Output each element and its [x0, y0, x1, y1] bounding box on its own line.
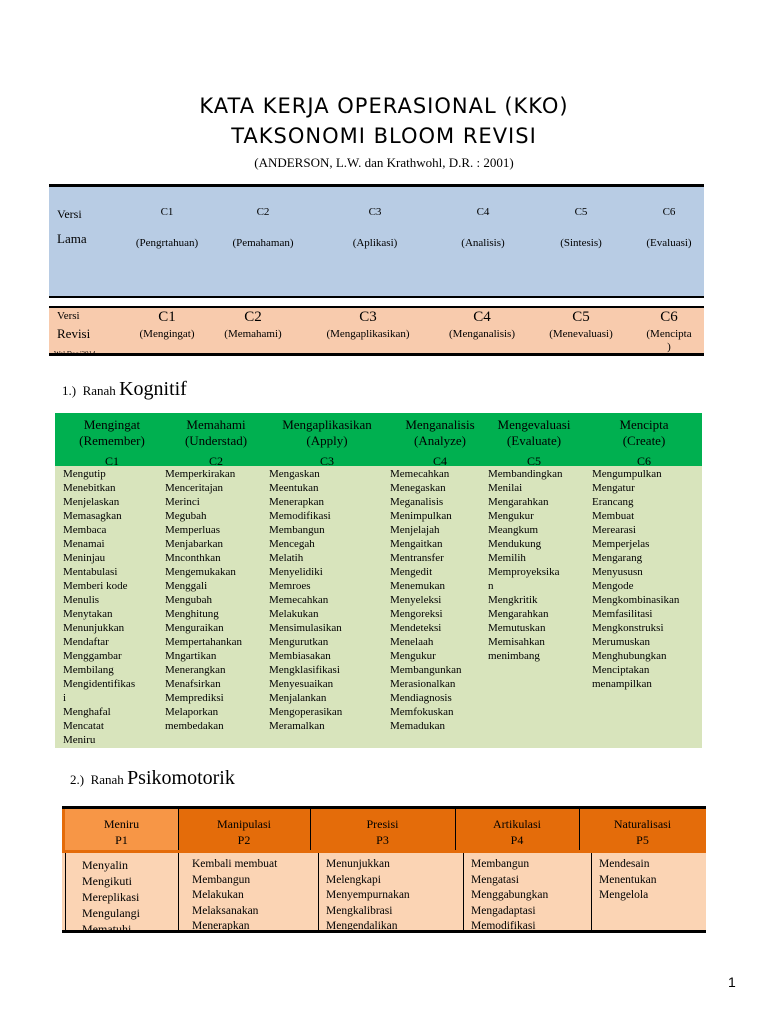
list-item: Mendukung	[488, 538, 542, 550]
list-item: Mencegah	[269, 538, 315, 550]
table-separator-rule	[49, 296, 704, 308]
column-divider	[591, 853, 592, 930]
section-title: Kognitif	[119, 378, 187, 400]
lama-name-c5: (Sintesis)	[560, 237, 602, 249]
list-item: Mendeteksi	[390, 622, 442, 634]
header-code: P4	[510, 833, 524, 847]
list-item: Menyelidiki	[269, 566, 323, 578]
lama-name-c3: (Aplikasi)	[352, 237, 398, 249]
header-code: P2	[237, 833, 251, 847]
column-divider	[579, 809, 580, 850]
psikomotorik-column-p1	[82, 857, 140, 937]
lama-name-c4: (Analisis)	[461, 237, 505, 249]
revisi-code-c4: C4	[473, 309, 491, 325]
list-item: Menghubungkan	[592, 650, 667, 662]
list-item: Mencatat	[63, 720, 104, 732]
list-item: Menggambar	[63, 650, 122, 662]
list-item: Mengkalibrasi	[326, 904, 393, 917]
revisi-code-c1: C1	[158, 309, 176, 325]
list-item: Menghafal	[63, 706, 111, 718]
column-divider	[318, 853, 319, 930]
list-item: Menciptakan	[592, 664, 650, 676]
list-item: Menilai	[488, 482, 523, 494]
column-divider	[65, 853, 66, 930]
kognitif-header-c5	[479, 417, 589, 449]
list-item: Mendesain	[599, 858, 650, 870]
kognitif-column-c1	[63, 467, 135, 747]
kognitif-header-c3	[267, 417, 387, 449]
list-item: Mengurutkan	[269, 636, 329, 648]
header-code: P5	[636, 833, 649, 847]
psikomotorik-table-header	[62, 806, 706, 853]
lama-label-lama: Lama	[57, 231, 87, 246]
list-item: Membangun	[269, 524, 325, 536]
list-item: Menunjukkan	[326, 858, 390, 870]
list-item: Membangun	[192, 873, 251, 886]
table-bottom-rule	[49, 353, 704, 356]
list-item: Mengidentifikas	[63, 678, 136, 690]
lama-code-c6: C6	[662, 206, 676, 218]
list-item: Meangkum	[488, 524, 539, 536]
list-item: Membaca	[63, 524, 107, 536]
list-item: Membilang	[63, 664, 114, 676]
kognitif-column-c4	[390, 467, 461, 733]
list-item: Memodifikasi	[269, 510, 331, 522]
list-item: Menunjukkan	[63, 622, 125, 634]
header-name: Artikulasi	[493, 817, 541, 831]
lama-code-c4: C4	[476, 206, 490, 218]
list-item: Mengumpulkan	[592, 468, 662, 480]
list-item: Melaporkan	[165, 706, 219, 718]
list-item: Membuat	[592, 510, 635, 522]
header-name: Manipulasi	[217, 817, 271, 831]
list-item: Mengedit	[390, 566, 433, 578]
list-item: Merasionalkan	[390, 678, 456, 690]
list-item: Melaksanakan	[192, 904, 259, 917]
psikomotorik-table-body	[62, 853, 706, 936]
kognitif-column-c3	[269, 467, 342, 733]
revisi-name-c3: (Mengaplikasikan)	[326, 328, 410, 340]
kognitif-table-header	[55, 413, 702, 466]
list-item: Mengaskan	[269, 468, 320, 480]
list-item: Memberi kode	[63, 580, 128, 592]
list-item: Mengaitkan	[390, 538, 443, 550]
psikomotorik-table	[62, 806, 706, 936]
list-item: Mengarahkan	[488, 496, 549, 508]
kognitif-column-c2	[165, 467, 242, 733]
list-item: Meramalkan	[269, 720, 325, 732]
list-item: Memfasilitasi	[592, 608, 653, 620]
header-code: P1	[115, 833, 128, 847]
list-item: Memperluas	[165, 524, 220, 536]
list-item: Mengukur	[488, 510, 534, 522]
list-item: Mengkombinasikan	[592, 594, 680, 606]
list-item: Mengadaptasi	[471, 904, 536, 917]
list-item: Melengkapi	[326, 873, 381, 886]
list-item: Memadukan	[390, 720, 445, 732]
kognitif-code-c2: C2	[208, 454, 223, 466]
list-item: Mengutip	[63, 468, 106, 480]
list-item: Mentransfer	[390, 552, 444, 564]
list-item: Menyempurnakan	[326, 889, 410, 901]
header-english: (Remember)	[79, 433, 145, 448]
list-item: Memecahkan	[269, 594, 329, 606]
list-item: menampilkan	[592, 678, 652, 690]
list-item: Mengelola	[599, 889, 649, 901]
list-item: Meniru	[63, 734, 96, 746]
header-name: Mengaplikasikan	[282, 417, 372, 432]
section-kognitif-heading	[62, 378, 187, 401]
list-item: Kembali membuat	[192, 858, 278, 870]
list-item: Mengkonstruksi	[592, 622, 664, 634]
lama-code-c1: C1	[160, 206, 174, 218]
kognitif-header-c1	[57, 417, 167, 449]
list-item: Megubah	[165, 510, 207, 522]
header-name: Memahami	[186, 417, 246, 432]
list-item: Memfokuskan	[390, 706, 454, 718]
list-item: i	[63, 692, 67, 704]
kognitif-column-c6	[592, 467, 679, 691]
header-english: (Evaluate)	[506, 433, 562, 448]
section-psikomotorik-heading	[70, 767, 235, 790]
header-english: (Analyze)	[414, 433, 466, 448]
page-source-citation: (ANDERSON, L.W. dan Krathwohl, D.R. : 2001)	[254, 155, 514, 170]
list-item: Memutuskan	[488, 622, 546, 634]
list-item: Meentukan	[269, 482, 319, 494]
revisi-name-c6: (Mencipta	[646, 328, 692, 340]
list-item: Mengukur	[390, 650, 436, 662]
list-item: Mendaftar	[63, 636, 109, 648]
header-english: (Understad)	[184, 433, 248, 448]
section-prefix: Ranah	[82, 383, 116, 398]
list-item: Mensimulasikan	[269, 622, 342, 634]
list-item: Mengoreksi	[390, 608, 443, 620]
psikomotorik-column-p3	[326, 857, 410, 935]
list-item: Mengatasi	[471, 873, 519, 886]
page-title-line2: TAKSONOMI BLOOM REVISI	[231, 124, 537, 148]
revisi-name-c6-tail: )	[667, 341, 671, 353]
revisi-name-c1: (Mengingat)	[139, 328, 195, 340]
list-item: Menggali	[165, 580, 208, 592]
list-item: Menelaah	[390, 636, 434, 648]
kognitif-code-c6: C6	[636, 454, 651, 466]
list-item: Mempertahankan	[165, 636, 242, 648]
list-item: Menafsirkan	[165, 678, 221, 690]
column-divider	[455, 809, 456, 850]
list-item: Menjabarkan	[165, 538, 224, 550]
psikomotorik-header-p1	[65, 816, 178, 848]
footnote: Wal Doc '2014	[54, 350, 96, 358]
revisi-name-c4: (Menganalisis)	[449, 328, 515, 340]
kognitif-code-c3: C3	[319, 454, 334, 466]
list-item: Menceritajan	[165, 482, 224, 494]
list-item: Menerapkan	[192, 920, 250, 932]
list-item: Menerangkan	[165, 664, 226, 676]
lama-name-c6: (Evaluasi)	[646, 237, 692, 249]
list-item: Mengarahkan	[488, 608, 549, 620]
list-item: Memperjelas	[592, 538, 650, 550]
section-number: 2.)	[70, 772, 85, 787]
list-item: Mengemukakan	[165, 566, 236, 578]
list-item: menimbang	[488, 650, 540, 662]
list-item: Mengatur	[592, 482, 635, 494]
list-item: Memproyeksika	[488, 566, 560, 578]
list-item: Membiasakan	[269, 650, 331, 662]
kognitif-header-c6	[589, 417, 699, 449]
list-item: Melatih	[269, 552, 304, 564]
version-comparison-table	[49, 184, 704, 356]
list-item: Menggabungkan	[471, 889, 549, 901]
kognitif-header-c2	[161, 417, 271, 449]
list-item: Menegaskan	[390, 482, 446, 494]
page-title-line1: KATA KERJA OPERASIONAL (KKO)	[199, 94, 569, 118]
kognitif-code-c4: C4	[432, 454, 447, 466]
psikomotorik-header-p2	[178, 816, 310, 848]
header-name: Menganalisis	[405, 417, 475, 432]
lama-name-c2: (Pemahaman)	[232, 237, 294, 249]
list-item: n	[488, 580, 494, 592]
header-english: (Apply)	[306, 433, 348, 448]
list-item: Mengikuti	[82, 874, 132, 888]
list-item: membedakan	[165, 720, 224, 732]
list-item: Mengulangi	[82, 906, 140, 920]
version-lama-row	[49, 187, 704, 296]
list-item: Mendiagnosis	[390, 692, 452, 704]
psikomotorik-column-p5	[599, 857, 656, 904]
kognitif-column-c5	[488, 467, 563, 663]
list-item: Memilih	[488, 552, 526, 564]
header-name: Mengingat	[83, 417, 141, 432]
psikomotorik-header-p3	[310, 816, 455, 848]
list-item: Menebitkan	[63, 482, 116, 494]
list-item: Menyalin	[82, 858, 128, 872]
list-item: Mengubah	[165, 594, 213, 606]
column-divider	[178, 853, 179, 930]
list-item: Memprediksi	[165, 692, 224, 704]
header-english: (Create)	[622, 433, 666, 448]
list-item: Menyeleksi	[390, 594, 442, 606]
revisi-name-c2: (Memahami)	[224, 328, 282, 340]
list-item: Melakukan	[269, 608, 319, 620]
list-item: Mengarang	[592, 552, 643, 564]
list-item: Menemukan	[390, 580, 445, 592]
list-item: Mnconthkan	[165, 552, 221, 564]
list-item: Menjelajah	[390, 524, 440, 536]
list-item: Meganalisis	[390, 496, 444, 508]
lama-label-versi: Versi	[57, 207, 82, 221]
list-item: Mereplikasi	[82, 890, 140, 904]
list-item: Menytakan	[63, 608, 113, 620]
header-name: Mengevaluasi	[497, 417, 571, 432]
psikomotorik-column-p2	[192, 857, 277, 935]
revisi-code-c3: C3	[359, 309, 377, 325]
psikomotorik-header-p5	[579, 816, 706, 848]
list-item: Menulis	[63, 594, 100, 606]
list-item: Menimpulkan	[390, 510, 452, 522]
list-item: Erancang	[592, 496, 634, 508]
kognitif-code-c5: C5	[526, 454, 541, 466]
list-item: Memecahkan	[390, 468, 450, 480]
list-item: Menjelaskan	[63, 496, 120, 508]
list-item: Menyususn	[592, 566, 643, 578]
list-item: Menjalankan	[269, 692, 327, 704]
page-number: 1	[728, 974, 736, 990]
list-item: Meninjau	[63, 552, 106, 564]
lama-code-c5: C5	[574, 206, 588, 218]
list-item: Membangun	[471, 858, 530, 870]
list-item: Mengoperasikan	[269, 706, 343, 718]
lama-name-c1: (Pengrtahuan)	[135, 237, 199, 249]
kognitif-table	[55, 413, 702, 748]
list-item: Memasagkan	[63, 510, 122, 522]
list-item: Mengode	[592, 580, 634, 592]
revisi-name-c5: (Menevaluasi)	[549, 328, 613, 340]
revisi-label-versi: Versi	[57, 310, 80, 322]
list-item: Mentabulasi	[63, 566, 118, 578]
kognitif-code-c1: C1	[104, 454, 119, 466]
list-item: Merumuskan	[592, 636, 651, 648]
list-item: Menerapkan	[269, 496, 324, 508]
list-item: Melakukan	[192, 889, 244, 901]
column-divider	[463, 853, 464, 930]
revisi-code-c2: C2	[244, 309, 262, 325]
version-revisi-row	[49, 308, 704, 353]
list-item: Mengklasifikasi	[269, 664, 340, 676]
section-prefix: Ranah	[90, 772, 124, 787]
column-divider	[310, 809, 311, 850]
list-item: Menamai	[63, 538, 105, 550]
section-number: 1.)	[62, 383, 77, 398]
header-code: P3	[376, 833, 389, 847]
list-item: Membangunkan	[390, 664, 462, 676]
list-item: Mengendalikan	[326, 920, 398, 932]
section-title: Psikomotorik	[127, 767, 235, 789]
header-name: Presisi	[366, 817, 399, 831]
list-item: Memperkirakan	[165, 468, 236, 480]
list-item: Mngartikan	[165, 650, 217, 662]
list-item: Menghitung	[165, 608, 219, 620]
list-item: Memisahkan	[488, 636, 545, 648]
header-name: Meniru	[103, 817, 140, 831]
list-item: Menentukan	[599, 873, 657, 886]
revisi-code-c5: C5	[572, 309, 590, 325]
header-name: Naturalisasi	[613, 817, 672, 831]
revisi-label-revisi: Revisi	[57, 326, 91, 341]
revisi-code-c6: C6	[660, 309, 678, 325]
psikomotorik-column-p4	[471, 857, 548, 935]
list-item: Menguraikan	[165, 622, 224, 634]
list-item: Menyesuaikan	[269, 678, 334, 690]
header-name: Mencipta	[619, 417, 669, 432]
list-item: Merearasi	[592, 524, 636, 536]
list-item: Merinci	[165, 496, 200, 508]
list-item: Membandingkan	[488, 468, 563, 480]
list-item: Memodifikasi	[471, 920, 536, 932]
lama-code-c2: C2	[256, 206, 270, 218]
lama-code-c3: C3	[368, 206, 382, 218]
psikomotorik-header-p4	[455, 816, 579, 848]
list-item: Mematuhi	[82, 922, 132, 936]
list-item: Memroes	[269, 580, 311, 592]
list-item: Mengkritik	[488, 594, 538, 606]
